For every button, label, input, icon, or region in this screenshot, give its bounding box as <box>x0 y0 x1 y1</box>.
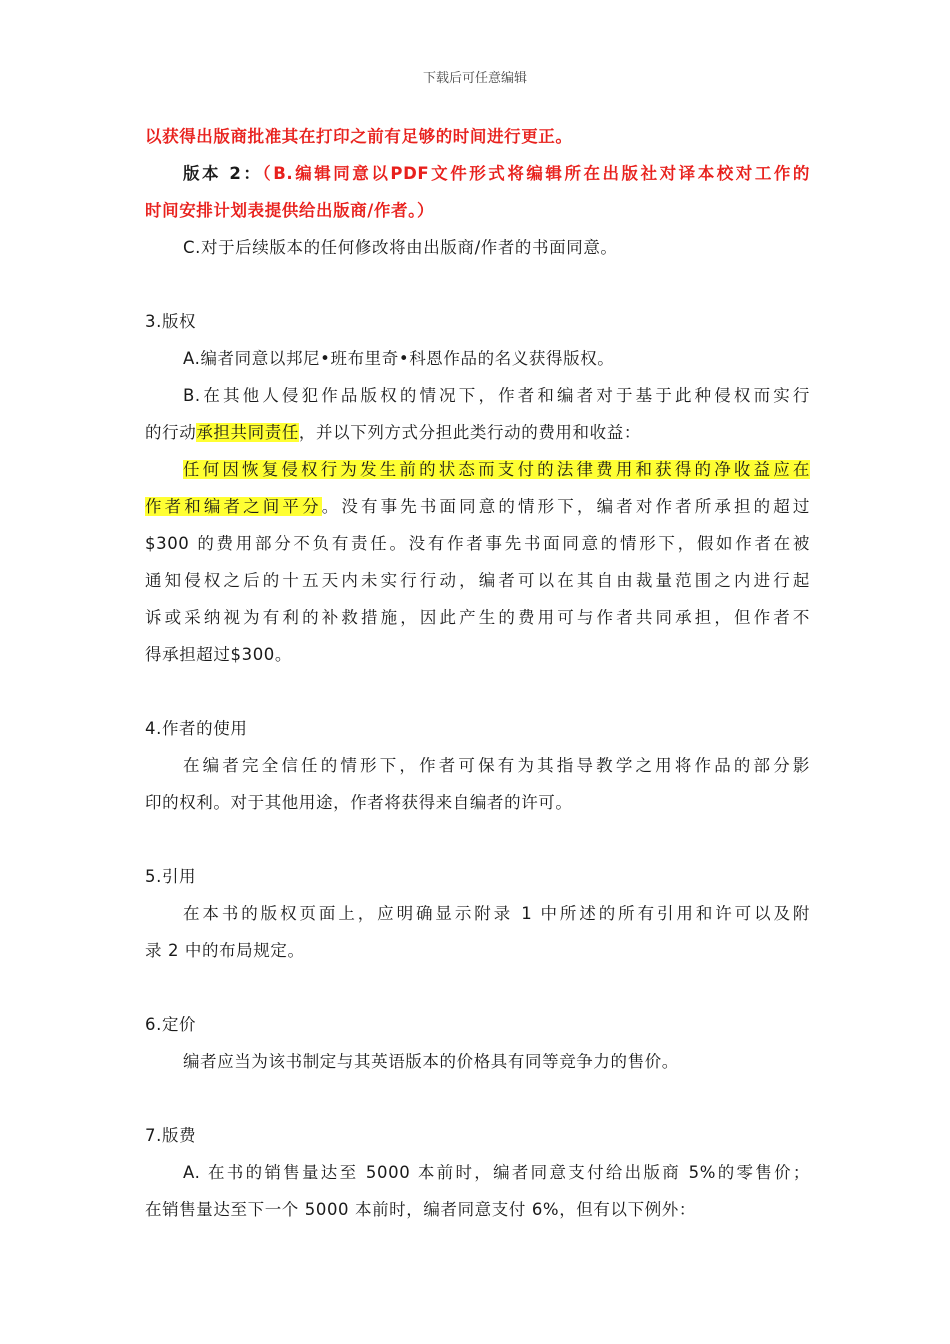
page-header: 下载后可任意编辑 <box>422 71 527 86</box>
section-6-line-1: 编者应当为该书制定与其英语版本的价格具有同等竞争力的售价。 <box>183 1052 679 1071</box>
section-3-b-line-2 <box>145 414 810 451</box>
spacer <box>145 821 810 858</box>
section-4-line-1: 在编者完全信任的情形下，作者可保有为其指导教学之用将作品的部分影 <box>183 756 810 775</box>
version2-label: 版本 2： <box>183 164 263 183</box>
section-3-p-line-3: $300 的费用部分不负有责任。没有作者事先书面同意的情形下，假如作者在被 <box>145 534 810 553</box>
spacer <box>145 266 810 303</box>
version2-line-2: 时间安排计划表提供给出版商/作者。） <box>145 201 435 220</box>
section-3-p-line-4: 通知侵权之后的十五天内未实行行动，编者可以在其自由裁量范围之内进行起 <box>145 571 810 590</box>
version2-red-text: （B.编辑同意以PDF文件形式将编辑所在出版社对译本校对工作的 <box>262 164 810 183</box>
highlight-joint-liability: 承担共同责任 <box>196 423 299 442</box>
highlight-legal-fees: 任何因恢复侵权行为发生前的状态而支付的法律费用和获得的净收益应在 <box>183 460 810 479</box>
section-5-title: 5.引用 <box>145 867 197 886</box>
section-5-line-2: 录 2 中的布局规定。 <box>145 941 305 960</box>
highlight-split-equally: 作者和编者之间平分 <box>145 497 322 516</box>
section-3-title: 3.版权 <box>145 312 197 331</box>
section-6-title: 6.定价 <box>145 1015 197 1034</box>
version2-line-1 <box>145 155 810 192</box>
section-3-p-line-2 <box>145 488 810 525</box>
section-3-b-post: ，并以下列方式分担此类行动的费用和收益： <box>298 423 641 442</box>
section-3-p-line-5: 诉或采纳视为有利的补救措施，因此产生的费用可与作者共同承担，但作者不 <box>145 608 810 627</box>
section-3-p-line-6: 得承担超过$300。 <box>145 645 292 664</box>
spacer <box>145 969 810 1006</box>
section-5-line-1: 在本书的版权页面上，应明确显示附录 1 中所述的所有引用和许可以及附 <box>183 904 810 923</box>
section-3-p-line-2-post: 。没有事先书面同意的情形下，编者对作者所承担的超过 <box>321 497 810 516</box>
section-7-a-line-1: A. 在书的销售量达至 5000 本前时，编者同意支付给出版商 5%的零售价； <box>183 1163 810 1182</box>
section-3-p-line-1 <box>145 451 810 488</box>
spacer <box>145 673 810 710</box>
section-3-b-line-1: B.在其他人侵犯作品版权的情况下，作者和编者对于基于此种侵权而实行 <box>183 386 810 405</box>
document-body <box>145 118 810 1228</box>
section-4-line-2: 印的权利。对于其他用途，作者将获得来自编者的许可。 <box>145 793 573 812</box>
section-4-title: 4.作者的使用 <box>145 719 248 738</box>
section-7-a-line-2: 在销售量达至下一个 5000 本前时，编者同意支付 6%，但有以下例外： <box>145 1200 697 1219</box>
clause-c: C.对于后续版本的任何修改将由出版商/作者的书面同意。 <box>183 238 618 257</box>
section-7-title: 7.版费 <box>145 1126 197 1145</box>
section-3-b-pre: 的行动 <box>145 423 197 442</box>
spacer <box>145 1080 810 1117</box>
intro-line: 以获得出版商批准其在打印之前有足够的时间进行更正。 <box>145 127 573 146</box>
section-3-a: A.编者同意以邦尼•班布里奇•科恩作品的名义获得版权。 <box>183 349 615 368</box>
